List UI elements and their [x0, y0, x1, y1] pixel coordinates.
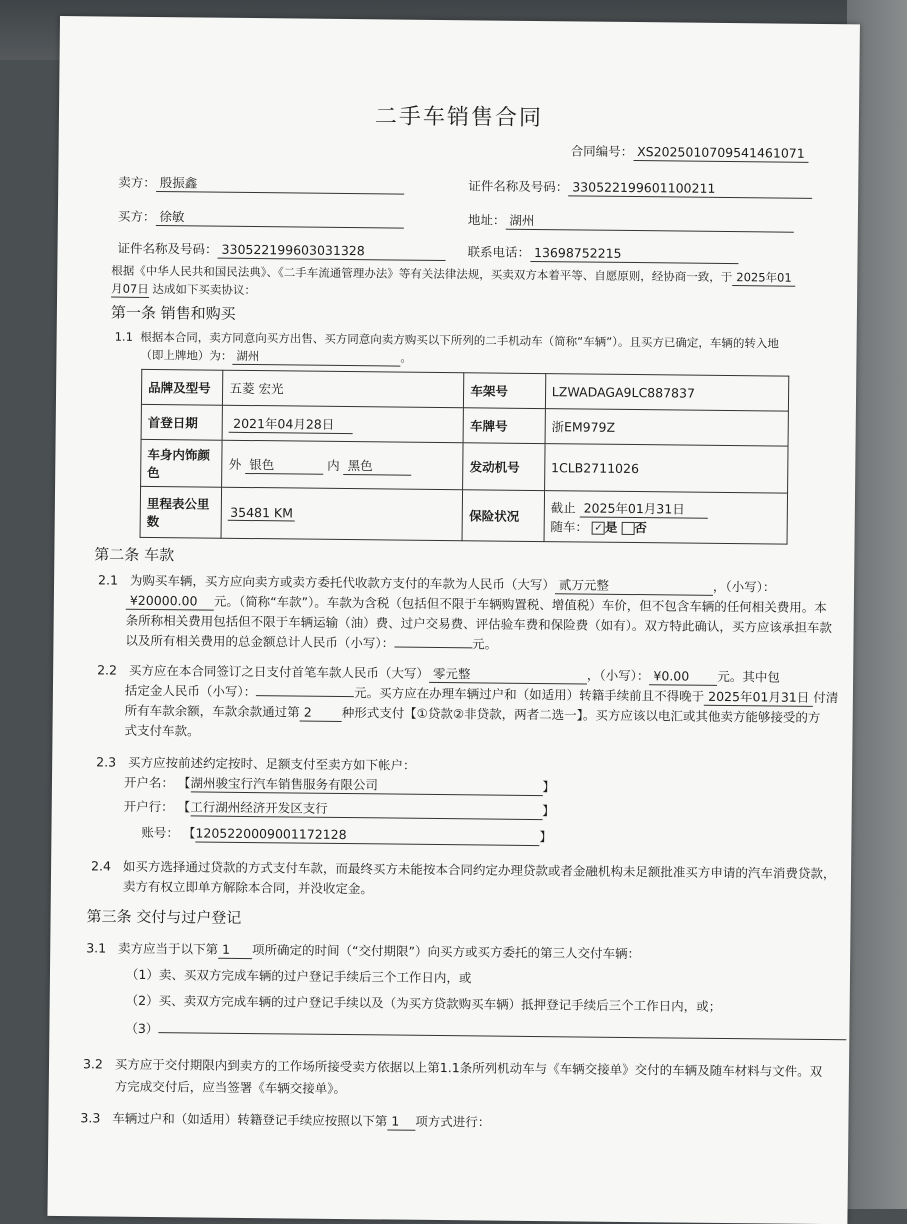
contract-number-label: 合同编号： — [570, 143, 634, 160]
brand-value: 五菱 宏光 — [223, 370, 464, 408]
clause-text: 。 — [400, 350, 413, 365]
account-number-row — [141, 825, 552, 846]
buyer-address-row — [468, 212, 794, 232]
clause-text: 元。 — [472, 636, 498, 652]
table-row — [141, 439, 788, 493]
clause-text: 买方应于交付期限内到卖方的工作场所接受卖方依据以上第1.1条所列机动车与《车辆交接单》交付的车辆及随车材料与文件。双 — [114, 1056, 823, 1080]
bracket-left: 【 — [177, 775, 191, 791]
price-in-words: 贰万元整 — [555, 577, 713, 596]
exterior-label: 外 — [228, 456, 242, 472]
interior-label: 内 — [327, 457, 340, 473]
clause-2-3 — [96, 754, 415, 773]
clause-number: 2.4 — [91, 858, 112, 874]
clause-2-2-line-4: 式支付车款。 — [124, 722, 200, 739]
odometer-cell — [221, 487, 462, 541]
seller-id-label: 证件名称及号码： — [468, 178, 569, 195]
clause-text: ，（小写）： — [712, 578, 776, 595]
clause-text: 根据本合同，卖方同意向买方出售、买方同意向卖方购买以下所列的二手机动车（简称“车辆”）。且买方已确定，车辆的转入地 — [140, 329, 779, 351]
account-name-value: 湖州骏宝行汽车销售服务有限公司 — [190, 775, 542, 796]
buyer-id-row — [117, 241, 445, 261]
clause-3-3 — [80, 1110, 490, 1131]
first-registration-label: 首登日期 — [141, 404, 223, 440]
odometer-unit: KM — [273, 505, 294, 521]
clause-text: 车辆过户和（如适用）转籍登记手续应按照以下第 — [112, 1110, 388, 1129]
table-row — [140, 486, 787, 544]
clause-text: 元。其中包 — [717, 668, 781, 685]
article-2-title: 第二条 车款 — [94, 545, 175, 565]
insurance-until-label: 截止 — [550, 499, 576, 515]
first-registration-cell — [222, 405, 463, 443]
clause-text: 项所确定的时间（“交付期限”）向买方或买方委托的第三人交付车辆： — [251, 942, 641, 962]
buyer-address-value: 湖州 — [505, 213, 793, 233]
bank-label: 开户行： — [123, 798, 174, 815]
clause-text: 元。买方应在办理车辆过户和（如适用）转籍手续前且不得晚于 — [354, 685, 705, 704]
total-amount-blank — [394, 647, 472, 649]
seller-id-row — [468, 178, 812, 199]
balance-due-date: 2025年01月31日 — [704, 689, 813, 707]
first-registration-value: 2021年04月28日 — [229, 413, 353, 433]
clause-2-4-line-2: 卖方有权立即单方解除本合同，并没收定金。 — [122, 878, 373, 897]
bracket-right: 】 — [539, 829, 553, 845]
exterior-color: 银色 — [245, 454, 323, 474]
insurance-label: 保险状况 — [462, 490, 544, 542]
buyer-address-label: 地址： — [467, 212, 506, 228]
bracket-left: 【 — [182, 825, 196, 841]
clause-text: （3） — [125, 1020, 159, 1037]
delivery-option-1: （1）卖、买双方完成车辆的过户登记手续后三个工作日内，或 — [125, 966, 472, 986]
clause-number: 2.2 — [97, 662, 118, 678]
clause-number: 2.3 — [96, 754, 117, 770]
delivery-option-number: 1 — [218, 942, 252, 959]
insurance-with-car-label: 随车： — [550, 518, 589, 535]
bank-row — [124, 799, 555, 821]
buyer-name: 徐敏 — [155, 209, 403, 229]
clause-text: 元。（简称“车款”）。车款为含税（包括但不限于车辆购置税、增值税）车价，但不包含车辆的任何相关费用。本 — [213, 593, 827, 616]
clause-number: 1.1 — [114, 329, 134, 344]
vin-value: LZWADAGA9LC887837 — [545, 374, 789, 412]
vin-label: 车架号 — [464, 373, 546, 409]
clause-number: 2.1 — [98, 572, 119, 588]
intro-line-2 — [111, 281, 256, 300]
seller-row — [118, 175, 404, 195]
clause-text: 买方应按前述约定按时、足额支付至卖方如下帐户： — [127, 754, 416, 773]
clause-3-1 — [86, 940, 640, 963]
contract-title: 二手车销售合同 — [374, 104, 544, 132]
buyer-id-label: 证件名称及号码： — [117, 240, 218, 257]
color-label: 车身内饰颜色 — [141, 439, 223, 487]
clause-text: 卖方应当于以下第 — [117, 940, 219, 957]
buyer-phone-row — [467, 244, 738, 264]
intro-text-2: 达成如下买卖协议： — [152, 281, 257, 298]
clause-number: 3.1 — [86, 940, 107, 956]
buyer-id-value: 330522199603031328 — [217, 242, 445, 261]
no-label: 否 — [634, 519, 648, 535]
delivery-option-3-blank — [158, 1032, 846, 1040]
account-name-row — [124, 775, 555, 797]
bracket-right: 】 — [542, 803, 555, 819]
delivery-option-3 — [125, 1021, 846, 1045]
vehicle-table — [140, 369, 790, 545]
buyer-label: 买方： — [117, 208, 156, 225]
clause-number: 3.3 — [80, 1110, 101, 1126]
odometer-value: 35481 — [230, 504, 271, 521]
odometer-value-line — [228, 505, 295, 522]
insurance-cell — [544, 491, 788, 545]
account-number-label: 账号： — [141, 824, 180, 841]
engine-value: 1CLB2711026 — [544, 444, 788, 494]
plate-value: 浙EM979Z — [545, 409, 789, 447]
registration-city: 湖州 — [232, 348, 400, 367]
buyer-phone-label: 联系电话： — [467, 244, 531, 260]
clause-text: （即上牌地）为： — [140, 347, 233, 363]
contract-page — [47, 16, 860, 1224]
clause-text: ，（小写）： — [586, 667, 650, 684]
payment-method-number: 2 — [300, 705, 342, 722]
plate-label: 车牌号 — [463, 408, 545, 444]
account-number-value: 1205220009001172128 — [195, 825, 539, 846]
clause-text: 以及所有相关费用的总金额总计人民币（小写）： — [125, 632, 395, 651]
contract-number — [571, 143, 809, 162]
article-1-title: 第一条 销售和购买 — [110, 303, 236, 323]
yes-checkbox: ✓ — [592, 521, 605, 534]
clause-text: 为购买车辆，买方应向卖方或卖方委托代收款方支付的车款为人民币（大写） — [129, 572, 555, 593]
no-checkbox — [621, 521, 634, 534]
brand-label: 品牌及型号 — [141, 369, 223, 405]
buyer-phone-value: 13698752215 — [530, 245, 738, 264]
clause-3-2-line-2: 方完成交付后，应当签署《车辆交接单》。 — [114, 1078, 347, 1097]
buyer-row — [118, 209, 404, 229]
clause-text: 付清 — [813, 689, 839, 706]
price-in-figures: ¥20000.00 — [126, 593, 214, 611]
intro-date-part-1: 2025年01 — [732, 269, 796, 287]
insurance-with-car-row — [550, 517, 780, 537]
clause-text: 所有车款余额，车款余款通过第 — [124, 702, 300, 720]
seller-name: 殷振鑫 — [156, 175, 404, 195]
clause-2-1-line-3: 条所称相关费用包括但不限于车辆运输（油）费、过户交易费、评估验车费和保险费（如有）。双方特此确认，买方应该承担车款 — [125, 612, 832, 636]
first-payment-in-figures: ¥0.00 — [649, 668, 717, 686]
first-payment-in-words: 零元整 — [429, 666, 587, 685]
clause-2-2-line-3 — [125, 703, 821, 727]
clause-text: 买方应在本合同签订之日支付首笔车款人民币（大写） — [128, 662, 430, 681]
seller-id-value: 330522199601100211 — [568, 179, 812, 199]
intro-date-part-2: 月07日 — [111, 281, 149, 296]
transfer-option-number: 1 — [387, 1113, 415, 1130]
seller-label: 卖方： — [118, 174, 156, 191]
engine-label: 发动机号 — [463, 443, 545, 491]
bank-value: 工行湖州经济开发区支行 — [190, 799, 542, 820]
clause-2-1-line-4 — [125, 633, 497, 653]
bracket-right: 】 — [542, 779, 556, 795]
insurance-until-row — [551, 498, 781, 519]
odometer-label: 里程表公里数 — [140, 486, 222, 538]
clause-text: 括定金人民币（小写）： — [124, 682, 257, 700]
clause-3-2 — [83, 1056, 822, 1080]
clause-text: 种形式支付【①贷款②非贷款，两者二选一】。买方应该以电汇或其他卖方能够接受的方 — [341, 704, 821, 726]
interior-color: 黑色 — [344, 455, 412, 475]
deposit-blank — [256, 695, 354, 697]
clause-text: 如买方选择通过贷款的方式支付车款，而最终买方未能按本合同约定办理贷款或者金融机构未足额批准买方申请的汽车消费贷款， — [122, 858, 836, 882]
contract-number-value: XS2025010709541461071 — [633, 144, 809, 163]
account-name-label: 开户名： — [123, 774, 175, 791]
color-cell — [222, 440, 463, 490]
delivery-option-2: （2）买、卖双方完成车辆的过户登记手续以及（为买方贷款购买车辆）抵押登记手续后三个工作日内，或； — [125, 992, 722, 1014]
yes-label: 是 — [604, 519, 618, 535]
clause-1-1-cont — [140, 347, 412, 367]
clause-number: 3.2 — [82, 1056, 103, 1072]
bracket-left: 【 — [177, 799, 191, 815]
insurance-until-date: 2025年01月31日 — [580, 498, 708, 518]
intro-text: 根据《中华人民共和国民法典》、《二手车流通管理办法》等有关法律法规，买卖双方本着平等、自愿原则，经协商一致，于 — [111, 263, 733, 285]
clause-text: 项方式进行： — [415, 1113, 491, 1130]
article-3-title: 第三条 交付与过户登记 — [86, 907, 242, 927]
